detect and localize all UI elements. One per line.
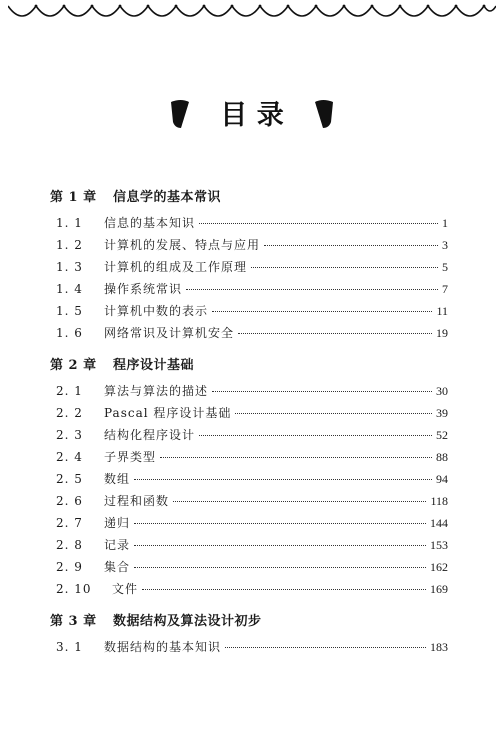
leader-dots — [212, 311, 432, 312]
section-number: 2. 1 — [56, 384, 83, 398]
section-number: 2. 7 — [56, 516, 83, 530]
section-title: 过程和函数 — [104, 494, 170, 508]
section-title: 集合 — [104, 560, 131, 574]
toc-entry[interactable] — [56, 214, 448, 232]
toc-entry[interactable] — [56, 580, 448, 598]
toc-entry[interactable] — [56, 638, 448, 656]
page-number: 88 — [436, 450, 448, 464]
page-number: 183 — [430, 640, 448, 654]
section-title: 计算机中数的表示 — [104, 304, 209, 318]
section-title: 文件 — [112, 582, 139, 596]
page-number: 153 — [430, 538, 448, 552]
decorative-wave-border — [8, 2, 496, 28]
section-title: 信息的基本知识 — [104, 216, 196, 230]
chapter-number: 第 3 章 — [50, 614, 97, 629]
section-title: 数组 — [104, 472, 131, 486]
section-number: 2. 9 — [56, 560, 83, 574]
toc-entry[interactable] — [56, 470, 448, 488]
chapter-number: 第 2 章 — [50, 358, 97, 373]
leader-dots — [251, 267, 438, 268]
toc-title — [167, 92, 337, 136]
chapter-heading — [50, 610, 262, 629]
section-number: 2. 10 — [56, 582, 92, 596]
toc-entry[interactable] — [56, 382, 448, 400]
section-number: 1. 3 — [56, 260, 83, 274]
page-number: 52 — [436, 428, 448, 442]
section-title: Pascal 程序设计基础 — [104, 406, 232, 420]
leader-dots — [134, 567, 426, 568]
chapter-heading — [50, 354, 194, 373]
toc-title-text: 目 录 — [220, 100, 284, 131]
page-number: 3 — [442, 238, 448, 252]
section-title: 操作系统常识 — [104, 282, 183, 296]
section-number: 1. 1 — [56, 216, 83, 230]
page-number: 11 — [436, 304, 448, 318]
toc-title-block — [0, 92, 504, 140]
section-title: 计算机的发展、特点与应用 — [104, 238, 261, 252]
leader-dots — [173, 501, 426, 502]
page-number: 39 — [436, 406, 448, 420]
leader-dots — [134, 523, 426, 524]
page-number: 144 — [430, 516, 448, 530]
section-number: 2. 2 — [56, 406, 83, 420]
page-number: 5 — [442, 260, 448, 274]
section-number: 3. 1 — [56, 640, 83, 654]
toc-entry[interactable] — [56, 280, 448, 298]
page-number: 19 — [436, 326, 448, 340]
section-title: 记录 — [104, 538, 131, 552]
leader-dots — [199, 223, 438, 224]
chapter-number: 第 1 章 — [50, 190, 97, 205]
section-number: 2. 8 — [56, 538, 83, 552]
leader-dots — [199, 435, 432, 436]
section-title: 算法与算法的描述 — [104, 384, 209, 398]
leader-dots — [134, 479, 432, 480]
leader-dots — [186, 289, 438, 290]
toc-entry[interactable] — [56, 258, 448, 276]
toc-entry[interactable] — [56, 236, 448, 254]
leader-dots — [142, 589, 426, 590]
section-number: 1. 6 — [56, 326, 83, 340]
section-title: 递归 — [104, 516, 131, 530]
page-number: 94 — [436, 472, 448, 486]
section-number: 1. 5 — [56, 304, 83, 318]
section-title: 数据结构的基本知识 — [104, 640, 222, 654]
toc-entry[interactable] — [56, 426, 448, 444]
section-number: 2. 3 — [56, 428, 83, 442]
chapter-heading — [50, 186, 221, 205]
page-number: 162 — [430, 560, 448, 574]
toc-entry[interactable] — [56, 302, 448, 320]
toc-entry[interactable] — [56, 448, 448, 466]
toc-entry[interactable] — [56, 492, 448, 510]
page-number: 118 — [430, 494, 448, 508]
toc-entry[interactable] — [56, 404, 448, 422]
right-bracket-ornament — [315, 100, 333, 128]
leader-dots — [134, 545, 426, 546]
leader-dots — [238, 333, 432, 334]
chapter-title: 信息学的基本常识 — [113, 190, 222, 205]
chapter-title: 数据结构及算法设计初步 — [113, 614, 262, 629]
toc-entry[interactable] — [56, 514, 448, 532]
section-title: 网络常识及计算机安全 — [104, 326, 235, 340]
toc-entry[interactable] — [56, 558, 448, 576]
leader-dots — [212, 391, 432, 392]
left-bracket-ornament — [171, 100, 189, 128]
toc-entry[interactable] — [56, 324, 448, 342]
toc-entry[interactable] — [56, 536, 448, 554]
leader-dots — [225, 647, 426, 648]
leader-dots — [160, 457, 432, 458]
section-title: 结构化程序设计 — [104, 428, 196, 442]
chapter-title: 程序设计基础 — [113, 358, 195, 373]
page-number: 1 — [442, 216, 448, 230]
section-number: 2. 4 — [56, 450, 83, 464]
page-number: 30 — [436, 384, 448, 398]
section-number: 1. 2 — [56, 238, 83, 252]
section-number: 2. 5 — [56, 472, 83, 486]
leader-dots — [264, 245, 438, 246]
page-number: 7 — [442, 282, 448, 296]
section-number: 2. 6 — [56, 494, 83, 508]
leader-dots — [235, 413, 432, 414]
section-title: 计算机的组成及工作原理 — [104, 260, 248, 274]
section-title: 子界类型 — [104, 450, 157, 464]
page-number: 169 — [430, 582, 448, 596]
section-number: 1. 4 — [56, 282, 83, 296]
